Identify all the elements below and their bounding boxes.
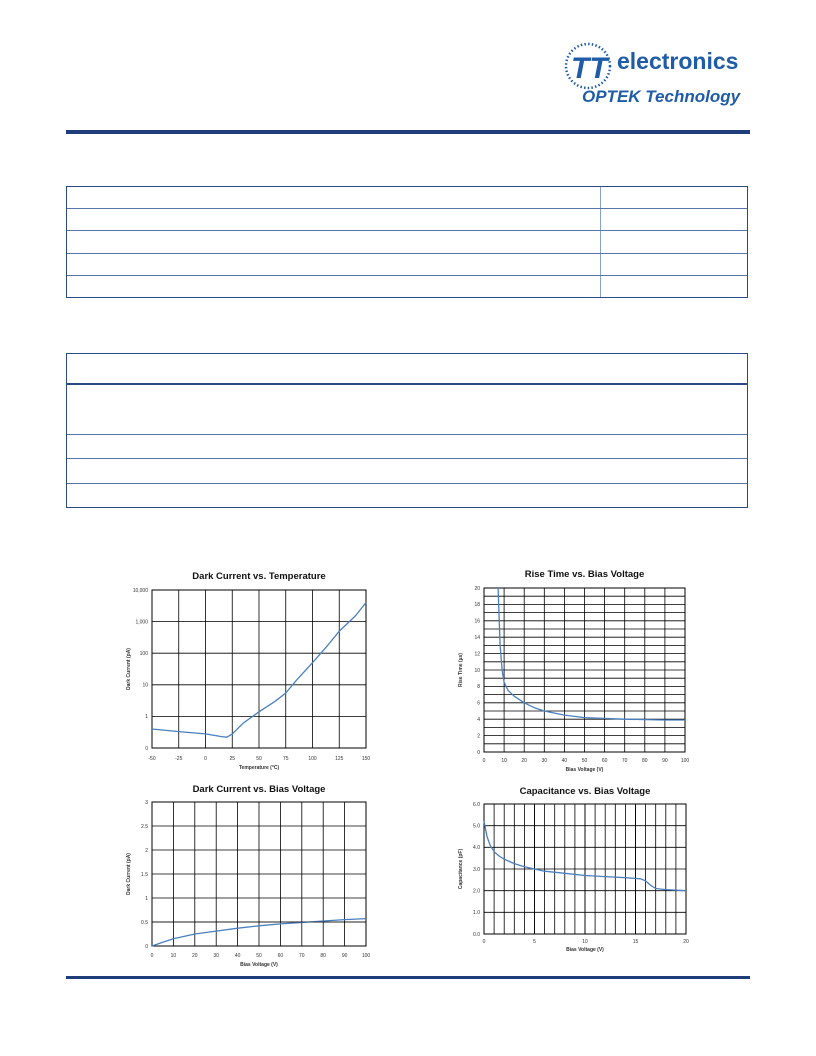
y-tick-label: 6.0 — [473, 801, 480, 808]
logo-mark: TT — [571, 52, 608, 85]
x-tick-label: 25 — [229, 756, 236, 762]
x-tick-label: 10 — [582, 939, 588, 945]
logo-subtitle: OPTEK Technology — [582, 87, 741, 106]
x-tick-label: -25 — [175, 756, 183, 762]
x-tick-label: 90 — [662, 758, 668, 764]
footer-rule — [66, 976, 750, 979]
table-row — [67, 208, 747, 209]
y-tick-label: 4.0 — [473, 845, 480, 852]
x-tick-label: 60 — [277, 953, 284, 959]
y-tick-label: 0 — [145, 943, 148, 950]
x-tick-label: 0 — [482, 758, 486, 764]
y-axis-label: Dark Current (pA) — [126, 648, 132, 690]
table-ratings — [66, 186, 748, 298]
y-tick-label: 10,000 — [132, 587, 148, 594]
header-rule — [66, 130, 750, 134]
x-tick-label: 10 — [501, 758, 507, 764]
table-row — [67, 253, 747, 254]
x-axis-label: Bias Voltage (V) — [240, 962, 278, 968]
x-tick-label: 20 — [683, 939, 689, 945]
y-tick-label: 3.0 — [473, 866, 480, 873]
table-row — [67, 483, 747, 484]
x-tick-label: 30 — [213, 953, 219, 959]
x-tick-label: -50 — [148, 756, 156, 762]
chart-title: Rise Time vs. Bias Voltage — [524, 569, 645, 580]
x-tick-label: 90 — [341, 953, 348, 959]
x-tick-label: 60 — [601, 758, 608, 764]
y-tick-label: 1 — [145, 895, 148, 902]
chart-dark-current-vs-temperature — [108, 564, 378, 776]
table-row — [67, 434, 747, 435]
y-tick-label: 10 — [474, 667, 480, 674]
company-logo — [555, 40, 755, 110]
chart-title: Dark Current vs. Bias Voltage — [192, 784, 326, 795]
x-tick-label: 15 — [632, 939, 639, 945]
y-tick-label: 2.0 — [473, 888, 480, 895]
x-tick-label: 100 — [680, 758, 690, 764]
y-tick-label: 4 — [477, 717, 480, 723]
y-tick-label: 8 — [477, 684, 480, 691]
y-axis-label: Capacitance (pF) — [458, 848, 464, 890]
y-tick-label: 3 — [145, 799, 148, 806]
x-tick-label: 50 — [581, 758, 588, 764]
y-tick-label: 5.0 — [473, 823, 480, 830]
y-tick-label: 10 — [142, 682, 148, 689]
table-row — [67, 230, 747, 231]
x-tick-label: 30 — [541, 758, 548, 764]
x-tick-label: 20 — [521, 758, 527, 764]
x-tick-label: 40 — [561, 758, 568, 764]
y-tick-label: 6 — [477, 700, 480, 707]
x-tick-label: 70 — [621, 758, 628, 764]
chart-title: Dark Current vs. Temperature — [192, 571, 326, 582]
y-tick-label: 14 — [474, 635, 480, 641]
x-tick-label: 5 — [533, 939, 536, 945]
y-tick-label: 1.5 — [141, 871, 148, 878]
y-tick-label: 2 — [145, 847, 148, 854]
y-tick-label: 1 — [145, 714, 148, 721]
table-row — [67, 275, 747, 276]
y-tick-label: 1.0 — [473, 910, 480, 917]
x-tick-label: 20 — [192, 953, 198, 959]
x-tick-label: 125 — [335, 756, 344, 762]
y-tick-label: 0 — [145, 745, 148, 752]
x-tick-label: 50 — [256, 756, 262, 762]
x-tick-label: 100 — [361, 953, 371, 959]
y-tick-label: 2.5 — [141, 823, 148, 830]
y-tick-label: 0.0 — [473, 931, 480, 938]
table-column-divider — [600, 187, 601, 297]
y-tick-label: 20 — [474, 585, 480, 592]
x-tick-label: 150 — [361, 756, 371, 762]
x-tick-label: 0 — [204, 756, 207, 762]
y-tick-label: 0.5 — [141, 919, 148, 926]
logo-brand-text: electronics — [617, 48, 739, 74]
chart-capacitance-vs-bias-voltage — [444, 782, 694, 957]
y-tick-label: 100 — [139, 651, 148, 657]
x-tick-label: 70 — [299, 953, 305, 959]
x-tick-label: 100 — [308, 756, 317, 762]
x-tick-label: 80 — [320, 953, 326, 959]
x-tick-label: 80 — [642, 758, 648, 764]
chart-title: Capacitance vs. Bias Voltage — [519, 786, 651, 797]
y-tick-label: 16 — [474, 618, 480, 625]
x-tick-label: 0 — [482, 939, 486, 945]
table-row — [67, 458, 747, 459]
table-characteristics — [66, 353, 748, 508]
x-tick-label: 75 — [282, 756, 289, 762]
y-tick-label: 18 — [474, 602, 480, 609]
y-tick-label: 0 — [477, 749, 480, 756]
x-tick-label: 40 — [234, 953, 241, 959]
y-tick-label: 2 — [477, 733, 480, 740]
x-tick-label: 50 — [256, 953, 262, 959]
x-axis-label: Temperature (°C) — [238, 765, 280, 771]
x-axis-label: Bias Voltage (V) — [565, 767, 604, 773]
chart-rise-time-vs-bias-voltage — [444, 565, 694, 775]
chart-dark-current-vs-bias-voltage — [108, 780, 378, 970]
y-tick-label: 12 — [474, 651, 480, 658]
y-axis-label: Dark Current (pA) — [126, 853, 132, 895]
x-tick-label: 0 — [150, 953, 154, 959]
y-tick-label: 1,000 — [135, 619, 148, 626]
x-tick-label: 10 — [170, 953, 177, 959]
table-header-row — [67, 383, 747, 385]
y-axis-label: Rise Time (µs) — [458, 653, 464, 687]
x-axis-label: Bias Voltage (V) — [566, 947, 604, 953]
